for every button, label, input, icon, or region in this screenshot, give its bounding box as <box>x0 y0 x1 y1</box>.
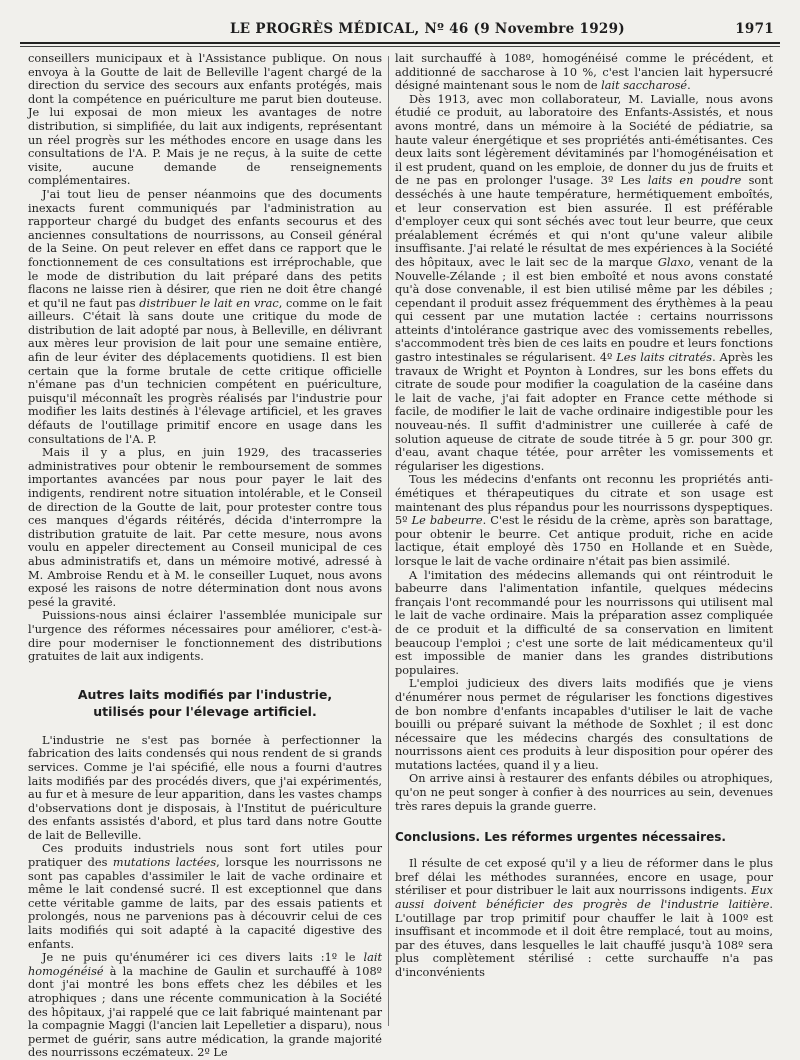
left-column <box>28 52 382 1060</box>
paragraph: Mais il y a plus, en juin 1929, des tracasseries administratives pour obtenir le remboursement de sommes importantes avancées par nous pour payer le lait des indigents, rendirent notre situation intolérable, et le Conseil de direction de la Goutte de lait, pour protester contre tous ces manques d'égards réitérés, décida d'interrompre la distribution gratuite de lait. Par cette mesure, nous avons voulu en appeler directement au Conseil municipal de ces abus administratifs et, dans un mémoire motivé, adressé à M. Ambroise Rendu et à M. le conseiller Luquet, nous avons exposé les raisons de notre détermination dont nous avons pesé la gravité. <box>28 446 382 609</box>
paragraph: L'emploi judicieux des divers laits modifiés que je viens d'énumérer nous permet de régulariser les fonctions digestives de bon nombre d'enfants incapables d'utiliser le lait de vache bouilli ou préparé suivant la méthode de Soxhlet ; il est donc nécessaire que les médecins chargés des consultations de nourrissons aient ces produits à leur disposition pour opérer des mutations lactées, quand il y a lieu. <box>395 677 773 772</box>
running-title: LE PROGRÈS MÉDICAL, Nº 46 (9 Novembre 1929) <box>230 21 625 37</box>
paragraph: J'ai tout lieu de penser néanmoins que des documents inexacts furent communiqués par l'administration au rapporteur chargé du budget des enfants secourus et des anciennes consultations de nourrissons, au Conseil général de la Seine. On peut relever en effet dans ce rapport que le fonctionnement de ces consultations est irréprochable, que le mode de distribution du lait préparé dans des petits flacons ne laisse rien à désirer, que rien ne doit être changé et qu'il ne faut pas distribuer le lait en vrac, comme on le fait ailleurs. C'était là sans doute une critique du mode de distribution de lait adopté par nous, à Belleville, en délivrant aux mères leur provision de lait pour une semaine entière, afin de leur éviter des déplacements quotidiens. Il est bien certain que la forme brutale de cette critique officielle n'émane pas d'un technicien compétent en puériculture, puisqu'il méconnaît les progrès réalisés par l'industrie pour modifier les laits destinés à l'élevage artificiel, et les graves défauts de l'outillage primitif encore en usage dans les consultations de l'A. P. <box>28 187 382 446</box>
header-rule-thin <box>20 46 780 47</box>
paragraph: Ces produits industriels nous sont fort utiles pour pratiquer des mutations lactées, lorsque les nourrissons ne sont pas capables d'assimiler le lait de vache ordinaire et même le lait condensé sucré. Il est exceptionnel que dans cette véritable gamme de laits, par des essais patients et prolongés, nous ne parvenions pas à découvrir celui de ces laits modifiés qui soit adapté à la capacité digestive des enfants. <box>28 842 382 951</box>
paragraph: lait surchauffé à 108º, homogénéisé comme le précédent, et additionné de saccharose à 10 %, c'est l'ancien lait hypersucré désigné maintenant sous le nom de lait saccharosé. <box>395 52 773 93</box>
right-column <box>395 52 773 1052</box>
section-heading: Conclusions. Les réformes urgentes nécessaires. <box>395 830 726 845</box>
paragraph: A l'imitation des médecins allemands qui ont réintroduit le babeurre dans l'alimentation infantile, quelques médecins français l'ont recommandé pour les nourrissons qui utilisent mal le lait de vache ordinaire. Mais la préparation assez compliquée de ce produit et la difficulté de sa conservation en limitent beaucoup l'emploi ; c'est une sorte de lait médicamenteux qu'il est impossible de manier dans les grandes distributions populaires. <box>395 568 773 677</box>
section-heading: Autres laits modifiés par l'industrie, utilisés pour l'élevage artificiel. <box>77 686 333 719</box>
paragraph: Je ne puis qu'énumérer ici ces divers laits :1º le lait homogénéisé à la machine de Gaulin et surchauffé à 108º dont j'ai montré les bons effets chez les débiles et les atrophiques ; dans une récente communication à la Société des hôpitaux, j'ai rappelé que ce lait fabriqué maintenant par la compagnie Maggi (l'ancien lait Lepelletier a disparu), nous permet de guérir, sans autre médication, la grande majorité des nourrissons eczémateux. 2º Le <box>28 951 382 1060</box>
paragraph: Dès 1913, avec mon collaborateur, M. Lavialle, nous avons étudié ce produit, au laboratoire des Enfants-Assistés, et nous avons montré, dans un mémoire à la Société de pédiatrie, sa haute valeur énergétique et ses propriétés anti-émétisantes. Ces deux laits sont légèrement dévitaminés par l'homogénéisation et il est prudent, quand on les emploie, de donner du jus de fruits et de ne pas en prolonger l'usage. 3º Les laits en poudre sont desséchés à une haute température, hermétiquement emboîtés, et leur conservation est bien assurée. Il est préférable d'employer ceux qui sont séchés avec tout leur beurre, que ceux préalablement écrémés et qui n'ont qu'une valeur alibile insuffisante. J'ai relaté le résultat de mes expériences à la Société des hôpitaux, avec le lait sec de la marque Glaxo, venant de la Nouvelle-Zélande ; il est bien emboîté et nous avons constaté qu'à dose convenable, il est bien utilisé même par les débiles ; cependant il produit assez fréquemment des érythèmes à la peau qui cessent par une mutation lactée : certains nourrissons atteints d'intolérance gastrique avec des vomissements rebelles, s'accommodent très bien de ces laits en poudre et leurs fonctions gastro intestinales se régularisent. 4º Les laits citratés. Après les travaux de Wright et Poynton à Londres, sur les bons effets du citrate de soude pour modifier la coagulation de la caséine dans le lait de vache, j'ai fait adopter en France cette méthode si facile, de modifier le lait de vache ordinaire indigestible pour les nouveau-nés. Il suffit d'administrer une cuillerée à café de solution aqueuse de citrate de soude titrée à 5 gr. pour 300 gr. d'eau, avant chaque tétée, pour arrêter les vomissements et régulariser les digestions. <box>395 92 774 473</box>
page-number: 1971 <box>735 21 774 37</box>
paragraph: Tous les médecins d'enfants ont reconnu les propriétés anti-émétiques et thérapeutiques du citrate et son usage est maintenant des plus répandus pour les nourrissons dyspeptiques. 5º Le babeurre. C'est le résidu de la crème, après son barattage, pour obtenir le beurre. Cet antique produit, riche en acide lactique, était employé dès 1750 en Hollande et en Suède, lorsque le lait de vache ordinaire n'était pas bien assimilé. <box>395 473 773 568</box>
paragraph: On arrive ainsi à restaurer des enfants débiles ou atrophiques, qu'on ne peut songer à confier à des nourrices au sein, devenues très rares depuis la grande guerre. <box>395 772 773 813</box>
paragraph: Puissions-nous ainsi éclairer l'assemblée municipale sur l'urgence des réformes nécessaires pour améliorer, c'est-à-dire pour moderniser le fonctionnement des distributions gratuites de lait aux indigents. <box>28 609 382 664</box>
page-header <box>20 18 780 40</box>
paragraph: L'industrie ne s'est pas bornée à perfectionner la fabrication des laits condensés qui nous rendent de si grands services. Comme je l'ai spécifié, elle nous a fourni d'autres laits modifiés par des procédés divers, que j'ai expérimentés, au fur et à mesure de leur apparition, dans les vastes champs d'observations dont je disposais, à l'Institut de puériculture des enfants assistés d'abord, et plus tard dans notre Goutte de lait de Belleville. <box>28 733 382 842</box>
column-divider <box>388 56 389 1026</box>
header-rule <box>20 42 780 44</box>
paragraph: Il résulte de cet exposé qu'il y a lieu de réformer dans le plus bref délai les méthodes surannées, encore en usage, pour stériliser et pour distribuer le lait aux nourrissons indigents. Eux aussi doivent bénéficier des progrès de l'industrie laitière. L'outillage par trop primitif pour chauffer le lait à 100º est insuffisant et incommode et il doit être remplacé, tout au moins, par des étuves, dans lesquelles le lait chauffé jusqu'à 108º sera plus complètement stérilisé : cette surchauffe n'a pas d'inconvénients <box>395 857 773 979</box>
paragraph: conseillers municipaux et à l'Assistance publique. On nous envoya à la Goutte de lait de Belleville l'agent chargé de la direction du service des secours aux enfants protégés, mais dont la compétence en puériculture me parut bien douteuse. Je lui exposai de mon mieux les avantages de notre distribution, si simplifiée, du lait aux indigents, représentant un réel progrès sur les méthodes encore en usage dans les consultations de l'A. P. Mais je ne reçus, à la suite de cette visite, aucune demande de renseignements complémentaires. <box>28 52 382 188</box>
